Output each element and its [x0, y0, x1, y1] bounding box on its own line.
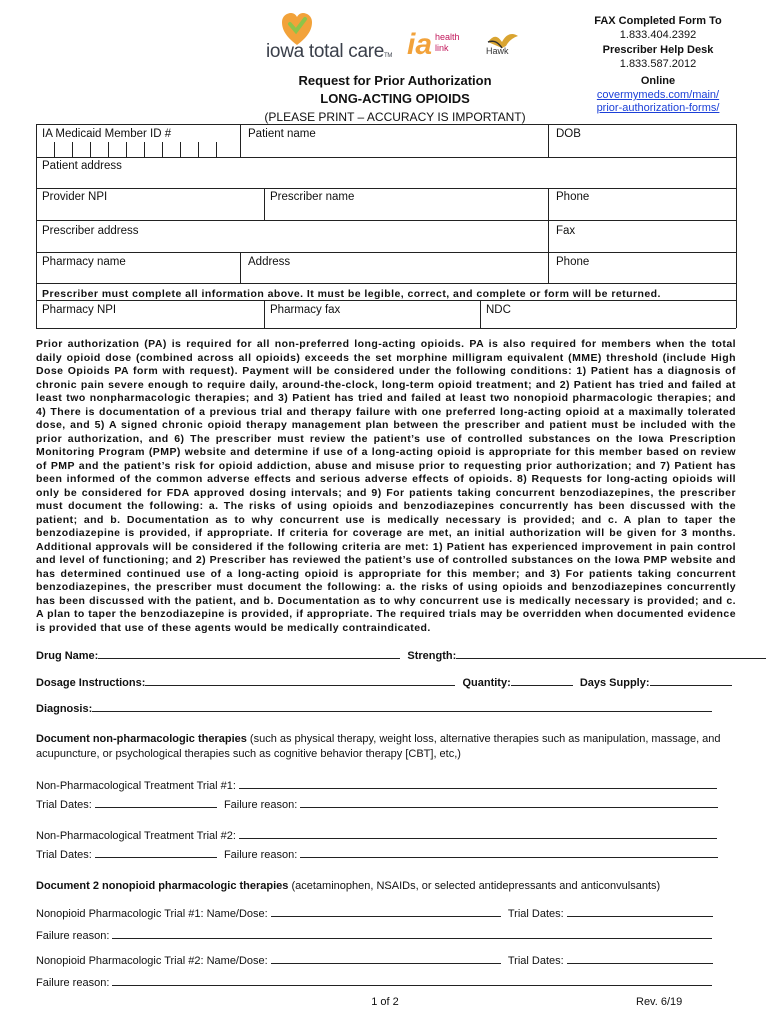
nonopioid-trial1-label: Nonopioid Pharmacologic Trial #1: Name/Dose: — [36, 908, 268, 920]
online-heading: Online — [640, 75, 676, 87]
pharmacy-name-field[interactable]: Pharmacy name — [42, 256, 126, 268]
nonopioid-trial1-failure-row[interactable] — [36, 928, 712, 942]
failure-reason-label: Failure reason: — [223, 849, 298, 861]
ia-logo-text-health: health — [435, 32, 460, 42]
revision-date: Rev. 6/19 — [636, 996, 683, 1008]
trial-dates-label: Trial Dates: — [36, 849, 92, 861]
print-instruction: (PLEASE PRINT – ACCURACY IS IMPORTANT) — [264, 110, 526, 124]
pharmacy-npi-field[interactable]: Pharmacy NPI — [42, 304, 117, 316]
nonopioid-intro-rest: (acetaminophen, NSAIDs, or selected antidepressants and anticonvulsants) — [288, 880, 661, 892]
dosage-row[interactable] — [36, 675, 732, 689]
ia-health-link-logo — [407, 26, 479, 62]
failure-reason-label: Failure reason: — [36, 930, 110, 942]
diagnosis-label: Diagnosis: — [36, 703, 93, 715]
ndc-field[interactable]: NDC — [486, 304, 511, 316]
prescriber-fax-field[interactable]: Fax — [556, 225, 576, 237]
days-supply-label: Days Supply: — [579, 677, 650, 689]
nonpharm-intro — [36, 732, 736, 762]
quantity-label: Quantity: — [462, 677, 511, 689]
dob-field[interactable]: DOB — [556, 128, 581, 140]
svg-text:ia: ia — [407, 28, 433, 61]
nonopioid-intro-bold: Document 2 nonopioid pharmacologic therapies — [36, 880, 289, 892]
diagnosis-row[interactable] — [36, 701, 712, 715]
pharmacy-address-field[interactable]: Address — [248, 256, 291, 268]
nonopioid-trial2-label: Nonopioid Pharmacologic Trial #2: Name/Dose: — [36, 955, 268, 967]
failure-reason-label: Failure reason: — [223, 799, 298, 811]
nonopioid-trial2-failure-row[interactable] — [36, 975, 712, 989]
failure-reason-label: Failure reason: — [36, 977, 110, 989]
nonpharm-trial1-row[interactable] — [36, 778, 717, 792]
nonpharm-intro-bold: Document non-pharmacologic therapies — [36, 733, 247, 745]
nonpharm-trial1-dates-row[interactable] — [36, 797, 718, 811]
nonopioid-intro — [36, 879, 736, 894]
pa-criteria-text: Prior authorization (PA) is required for all non-preferred long-acting opioids. PA is also required for members when the total daily opioid dose (combined across all opioids) exceeds the set morphine milligram equivalent (MME) threshold (include High Dose Opioids PA form with request). Payment will be considered under the following conditions: 1) Patient has a diagnosis of chronic pain severe enough to require daily, around-the-clock, long-term opioid treatment; and 2) Patient has tried and failed at least two nonpharmacologic therapies; and 3) Patient has tried and failed at least two nonopioid pharmacologic therapies; and 4) There is documentation of a previous trial and therapy failure with one preferred long-acting opioid at a maximally tolerated dose, and 5) A signed chronic opioid therapy management plan between the prescriber and patient must be included with the prior authorization, and 6) The prescriber must review the patient’s use of controlled substances on the Iowa Prescription Monitoring Program (PMP) website and determine if use of a long-acting opioid is appropriate for this member based on review of PMP and the patient’s risk for opioid addiction, abuse and misuse prior to requesting prior authorization; and 7) Patient has been informed of the common adverse effects and serious adverse effects of opioids. 8) Requests for long-acting opioids will only be considered for FDA approved dosing intervals; and 9) For patients taking concurrent benzodiazepines, the prescriber must document the following: a. The risks of using opioids and benzodiazepines concurrently has been discussed with the patient; and b. Documentation as to why concurrent use is medically necessary is provided; and c. A plan to taper the benzodiazepine is provided, if appropriate. If criteria for coverage are met, an initial authorization will be given for 3 months. Additional approvals will be considered if the following criteria are met: 1) Patient has experienced improvement in pain control and level of functioning; and 2) Prescriber has reviewed the patient’s use of controlled substances on the Iowa PMP website and has determined continued use of a long-acting opioid is appropriate for this member; and 3) For patients taking concurrent benzodiazepines, the prescriber must document the following: a. the risks of using opioids and benzodiazepines concurrently has been discussed with the patient, and b. Documentation as to why concurrent use is medically necessary is provided; and c. A plan to taper the benzodiazepine is provided, if appropriate. The required trials may be overridden when documented evidence is provided that use of these agents would be medically contraindicated. — [36, 338, 736, 634]
provider-npi-field[interactable]: Provider NPI — [42, 191, 108, 203]
completion-notice: Prescriber must complete all information above. It must be legible, correct, and complete or form will be returned. — [42, 288, 661, 300]
help-desk-heading: Prescriber Help Desk — [602, 44, 714, 56]
logo-tm: TM — [384, 53, 393, 59]
nonpharm-intro-rest: (such as physical therapy, weight loss, alternative therapies such as manipulation, massage, and acupuncture, or psychological therapies such as cognitive behavior therapy [CBT], etc,) — [36, 733, 721, 760]
prescriber-name-field[interactable]: Prescriber name — [270, 191, 355, 203]
nonpharm-trial2-label: Non-Pharmacological Treatment Trial #2: — [36, 830, 236, 842]
nonopioid-trial2-row[interactable] — [36, 953, 713, 967]
help-desk-number: 1.833.587.2012 — [619, 58, 697, 70]
drug-name-label: Drug Name: — [36, 650, 99, 662]
nonpharm-trial2-row[interactable] — [36, 828, 717, 842]
form-title: Request for Prior Authorization — [298, 73, 492, 88]
patient-name-field[interactable]: Patient name — [248, 128, 316, 140]
nonopioid-trial1-row[interactable] — [36, 906, 713, 920]
page-number: 1 of 2 — [371, 996, 399, 1008]
online-link-line-2[interactable]: prior-authorization-forms/ — [596, 102, 720, 114]
fax-number: 1.833.404.2392 — [619, 29, 697, 41]
logo-text: iowa total care — [266, 41, 385, 62]
nonpharm-trial2-dates-row[interactable] — [36, 847, 718, 861]
online-link-line-1[interactable]: covermymeds.com/main/ — [596, 89, 720, 101]
patient-address-field[interactable]: Patient address — [42, 160, 122, 172]
drug-name-row[interactable] — [36, 648, 766, 662]
ia-logo-text-link: link — [435, 43, 449, 53]
trial-dates-label: Trial Dates: — [507, 955, 564, 967]
member-id-field[interactable]: IA Medicaid Member ID # — [42, 128, 172, 140]
dosage-instructions-label: Dosage Instructions: — [36, 677, 146, 689]
fax-heading: FAX Completed Form To — [594, 15, 722, 27]
trial-dates-label: Trial Dates: — [36, 799, 92, 811]
prescriber-address-field[interactable]: Prescriber address — [42, 225, 139, 237]
pharmacy-fax-field[interactable]: Pharmacy fax — [270, 304, 341, 316]
iowa-total-care-logo — [266, 41, 392, 63]
prescriber-phone-field[interactable]: Phone — [556, 191, 590, 203]
strength-label: Strength: — [407, 650, 457, 662]
trial-dates-label: Trial Dates: — [507, 908, 564, 920]
nonpharm-trial1-label: Non-Pharmacological Treatment Trial #1: — [36, 780, 236, 792]
hawki-logo-text: Hawk — [486, 46, 509, 56]
pharmacy-phone-field[interactable]: Phone — [556, 256, 590, 268]
form-subtitle: LONG-ACTING OPIOIDS — [320, 91, 470, 106]
